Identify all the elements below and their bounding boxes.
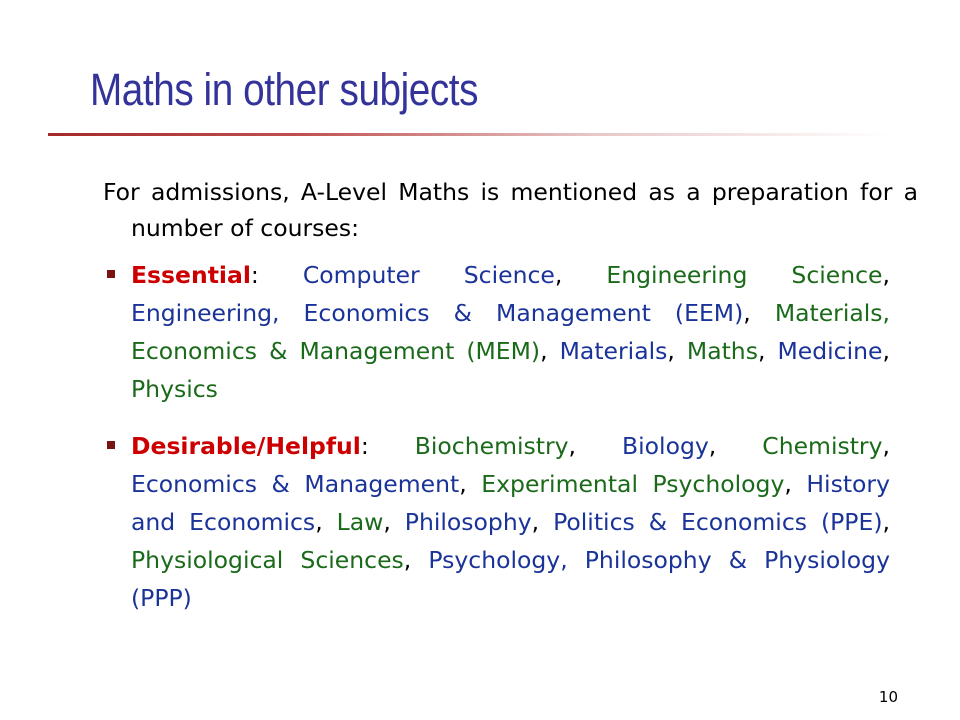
title-divider	[48, 133, 890, 136]
slide-title: Maths in other subjects	[90, 64, 479, 115]
bullet-essential	[103, 256, 890, 408]
page-number: 10	[878, 688, 898, 706]
course-list: Biochemistry, Biology, Chemistry, Economics & Management, Experimental Psychology, History and Economics, Law, Philosophy, Politics & Economics (PPE), Physiological Sciences, Psychology, Philosophy & Physiology (PPP)	[131, 432, 890, 612]
course-name: Engineering, Economics & Management (EEM)	[131, 299, 744, 327]
course-name: Physiological Sciences	[131, 546, 404, 574]
intro-text: For admissions, A-Level Maths is mentioned as a preparation for a number of courses:	[103, 178, 918, 242]
course-name: Experimental Psychology	[481, 470, 785, 498]
course-name: Chemistry	[762, 432, 883, 460]
course-name: Politics & Economics (PPE)	[553, 508, 883, 536]
bullet-body: Desirable/Helpful: Biochemistry, Biology, Chemistry, Economics & Management, Experimental Psychology, History and Economics, Law, Philosophy, Politics & Economics (PPE), Physiological Sciences, Psychology, Philosophy & Physiology (PPP)	[131, 432, 890, 612]
course-name: Biochemistry	[414, 432, 569, 460]
course-name: Materials, Economics & Management (MEM)	[131, 299, 890, 365]
bullet-desirable	[103, 427, 890, 617]
bullet-body: Essential: Computer Science, Engineering Science, Engineering, Economics & Management (EEM), Materials, Economics & Management (MEM), Materials, Maths, Medicine, Physics	[131, 261, 890, 403]
bullet-lead: Desirable/Helpful	[131, 432, 361, 460]
course-name: Biology	[622, 432, 709, 460]
course-name: Maths	[686, 337, 758, 365]
course-name: Materials	[559, 337, 668, 365]
course-name: Philosophy	[404, 508, 532, 536]
course-list: Computer Science, Engineering Science, Engineering, Economics & Management (EEM), Materials, Economics & Management (MEM), Materials, Maths, Medicine, Physics	[131, 261, 890, 403]
course-name: Economics & Management	[131, 470, 460, 498]
bullet-lead: Essential	[131, 261, 251, 289]
bullet-list	[103, 256, 890, 636]
course-name: Physics	[131, 375, 218, 403]
course-name: Psychology, Philosophy & Physiology (PPP)	[131, 546, 890, 612]
square-bullet-icon	[107, 270, 115, 278]
square-bullet-icon	[107, 441, 115, 449]
course-name: Law	[336, 508, 384, 536]
course-name: Medicine	[777, 337, 883, 365]
course-name: History and Economics	[131, 470, 890, 536]
course-name: Engineering Science	[606, 261, 883, 289]
course-name: Computer Science	[302, 261, 555, 289]
